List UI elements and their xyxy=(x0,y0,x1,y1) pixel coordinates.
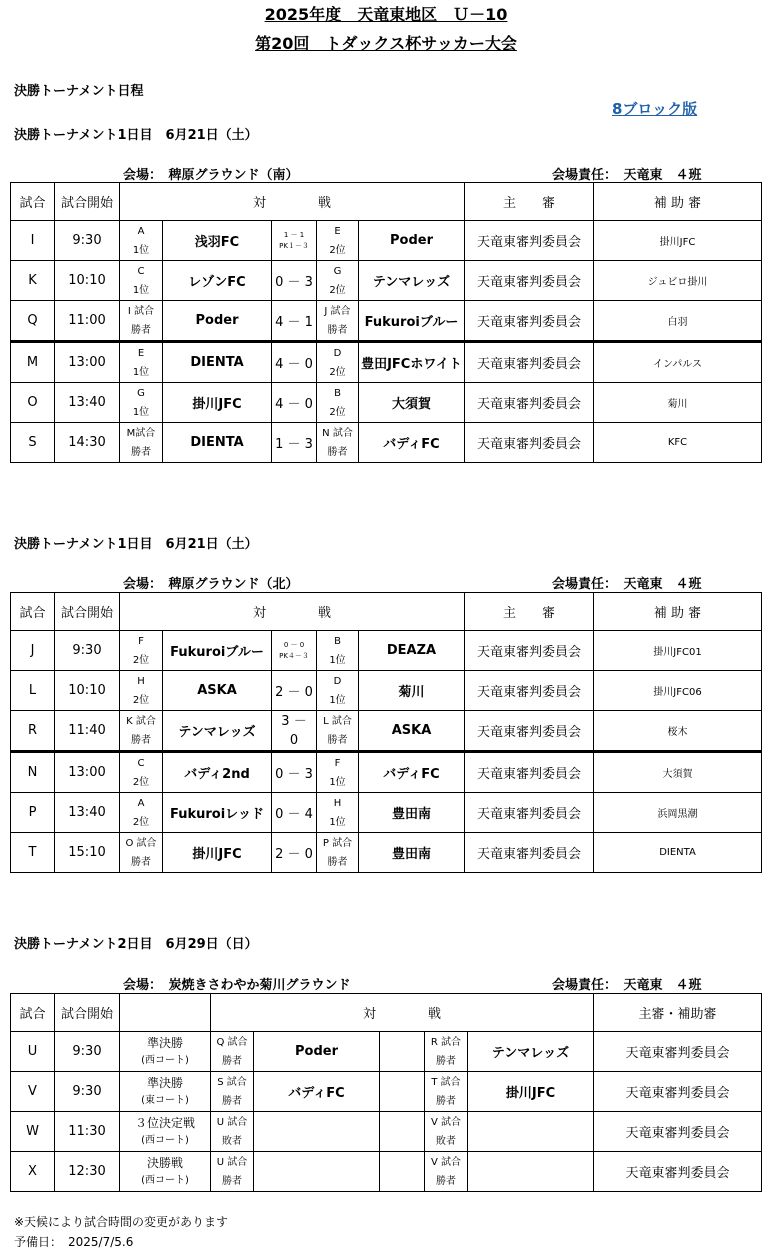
home-seed xyxy=(211,1072,254,1112)
day1-south-venue: 会場： 稗原グラウンド（南） xyxy=(123,168,299,183)
away-seed xyxy=(317,711,359,752)
header-start: 試合開始 xyxy=(55,994,120,1032)
away-team: バディFC xyxy=(359,752,465,793)
away-seed-line2: 1位 xyxy=(329,816,346,828)
referee: 天竜東審判委員会 xyxy=(465,261,594,301)
home-team: ASKA xyxy=(163,671,272,711)
away-team: 豊田南 xyxy=(359,833,465,873)
stage-name: ３位決定戦 xyxy=(134,1115,195,1130)
referee: 天竜東審判委員会 xyxy=(465,833,594,873)
home-seed-line1: G xyxy=(137,387,145,399)
home-seed xyxy=(211,1112,254,1152)
away-team: テンマレッズ xyxy=(359,261,465,301)
stage xyxy=(120,1032,211,1072)
match-id: U xyxy=(11,1032,55,1072)
assistant-referee: 菊川 xyxy=(594,383,762,423)
day1-south-heading: 決勝トーナメント1日目 6月21日（土） xyxy=(14,128,258,143)
home-seed-line1: K 試合 xyxy=(126,715,156,727)
away-seed-line1: D xyxy=(333,675,342,687)
away-seed-line1: E xyxy=(334,225,341,237)
home-seed xyxy=(120,342,163,383)
home-team: Fukuroiブルー xyxy=(163,631,272,671)
match-id: N xyxy=(11,752,55,793)
start-time: 9:30 xyxy=(55,1032,120,1072)
score xyxy=(272,631,317,671)
start-time: 15:10 xyxy=(55,833,120,873)
home-seed-line1: E xyxy=(137,347,145,359)
table-row xyxy=(11,221,762,261)
home-seed-line1: A xyxy=(137,225,145,237)
stage xyxy=(120,1152,211,1192)
score-main: 1 － 1 xyxy=(283,230,305,239)
away-seed xyxy=(425,1072,468,1112)
away-seed-line1: G xyxy=(333,265,342,277)
home-seed xyxy=(120,711,163,752)
score: 4 － 0 xyxy=(272,383,317,423)
start-time: 13:40 xyxy=(55,793,120,833)
stage-name: 準決勝 xyxy=(146,1035,183,1050)
away-seed-line2: 1位 xyxy=(329,654,346,666)
away-seed-line1: D xyxy=(333,347,342,359)
away-seed-line2: 勝者 xyxy=(436,1055,456,1067)
score xyxy=(380,1112,425,1152)
match-id: X xyxy=(11,1152,55,1192)
home-team: Fukuroiレッド xyxy=(163,793,272,833)
assistant-referee: インパルス xyxy=(594,342,762,383)
day2-table xyxy=(10,993,762,1192)
away-seed-line2: 2位 xyxy=(329,366,346,378)
home-seed-line1: F xyxy=(138,635,144,647)
match-id: O xyxy=(11,383,55,423)
away-seed xyxy=(317,342,359,383)
home-team: 掛川JFC xyxy=(163,383,272,423)
start-time: 10:10 xyxy=(55,671,120,711)
header-versus: 対 戦 xyxy=(211,994,594,1032)
header-referee: 主 審 xyxy=(465,593,594,631)
away-team: DEAZA xyxy=(359,631,465,671)
referee: 天竜東審判委員会 xyxy=(465,671,594,711)
score: 1 － 3 xyxy=(272,423,317,463)
away-seed xyxy=(317,752,359,793)
home-seed xyxy=(120,671,163,711)
table-row xyxy=(11,1032,762,1072)
away-seed-line1: B xyxy=(334,387,341,399)
home-seed-line2: 勝者 xyxy=(222,1095,242,1107)
score xyxy=(272,711,317,752)
home-seed-line2: 勝者 xyxy=(131,734,151,746)
referee: 天竜東審判委員会 xyxy=(465,752,594,793)
stage xyxy=(120,1112,211,1152)
away-seed-line1: L 試合 xyxy=(323,715,352,727)
table-row xyxy=(11,1112,762,1152)
away-seed xyxy=(317,671,359,711)
header-match: 試合 xyxy=(11,994,55,1032)
header-start: 試合開始 xyxy=(55,183,120,221)
home-seed xyxy=(120,423,163,463)
start-time: 13:00 xyxy=(55,752,120,793)
referee: 天竜東審判委員会 xyxy=(465,711,594,752)
match-id: J xyxy=(11,631,55,671)
away-seed-line2: 勝者 xyxy=(436,1095,456,1107)
header-assistant: 補 助 審 xyxy=(594,593,762,631)
home-seed xyxy=(120,793,163,833)
day2-venue: 会場： 炭焼きさわやか菊川グラウンド xyxy=(123,978,351,993)
home-seed-line1: S 試合 xyxy=(217,1076,247,1088)
referee: 天竜東審判委員会 xyxy=(465,793,594,833)
day1-north-table xyxy=(10,592,762,873)
match-id: V xyxy=(11,1072,55,1112)
assistant-referee: 掛川JFC06 xyxy=(594,671,762,711)
away-team: ASKA xyxy=(359,711,465,752)
away-team: 豊田南 xyxy=(359,793,465,833)
away-seed xyxy=(317,383,359,423)
title-line-2: 第20回 トダックス杯サッカー大会 xyxy=(255,34,517,53)
home-seed-line2: 勝者 xyxy=(131,856,151,868)
home-seed-line2: 勝者 xyxy=(131,446,151,458)
assistant-referee: ジュビロ掛川 xyxy=(594,261,762,301)
score xyxy=(272,221,317,261)
home-seed-line1: U 試合 xyxy=(216,1156,248,1168)
home-team: 浅羽FC xyxy=(163,221,272,261)
away-seed-line2: 1位 xyxy=(329,694,346,706)
away-seed-line2: 勝者 xyxy=(327,734,348,746)
home-seed-line2: 2位 xyxy=(132,816,150,828)
score: 4 － 1 xyxy=(272,301,317,342)
away-seed-line1: R 試合 xyxy=(430,1036,462,1048)
home-seed-line1: H xyxy=(137,675,145,687)
score: 0 － 4 xyxy=(272,793,317,833)
match-id: T xyxy=(11,833,55,873)
home-seed xyxy=(120,383,163,423)
table-row xyxy=(11,793,762,833)
home-team: バディFC xyxy=(254,1072,380,1112)
start-time: 9:30 xyxy=(55,221,120,261)
table-row xyxy=(11,631,762,671)
referee: 天竜東審判委員会 xyxy=(465,631,594,671)
home-seed-line2: 2位 xyxy=(132,776,150,788)
away-seed xyxy=(317,423,359,463)
home-seed xyxy=(120,261,163,301)
table-row xyxy=(11,301,762,342)
court: (西コート) xyxy=(141,1134,189,1146)
match-id: K xyxy=(11,261,55,301)
away-seed-line1: T 試合 xyxy=(431,1076,461,1088)
home-seed-line2: 2位 xyxy=(132,694,150,706)
away-team: 掛川JFC xyxy=(468,1072,594,1112)
reserve-date: 予備日： 2025/7/5.6 xyxy=(14,1235,134,1249)
match-id: S xyxy=(11,423,55,463)
away-team xyxy=(468,1152,594,1192)
away-seed xyxy=(317,833,359,873)
table-row xyxy=(11,261,762,301)
table-row xyxy=(11,1152,762,1192)
score xyxy=(380,1072,425,1112)
header-versus: 対 戦 xyxy=(120,183,465,221)
home-team xyxy=(254,1152,380,1192)
match-id: L xyxy=(11,671,55,711)
away-seed-line2: 2位 xyxy=(329,284,346,296)
home-seed-line1: M試合 xyxy=(126,427,156,439)
score-cont: 0 xyxy=(289,732,299,748)
home-team: Poder xyxy=(163,301,272,342)
day1-north-venue: 会場： 稗原グラウンド（北） xyxy=(123,577,299,592)
away-seed-line1: V 試合 xyxy=(430,1156,462,1168)
away-seed-line2: 2位 xyxy=(329,244,346,256)
home-team xyxy=(254,1112,380,1152)
day1-south-table xyxy=(10,182,762,463)
home-seed xyxy=(211,1152,254,1192)
day2-heading: 決勝トーナメント2日目 6月29日（日） xyxy=(14,937,258,952)
away-seed-line1: H xyxy=(333,797,342,809)
away-team: Poder xyxy=(359,221,465,261)
away-team: バディFC xyxy=(359,423,465,463)
assistant-referee: 浜岡黒潮 xyxy=(594,793,762,833)
home-seed xyxy=(120,833,163,873)
score: 0 － 3 xyxy=(272,752,317,793)
home-seed-line2: 勝者 xyxy=(131,324,151,336)
away-seed xyxy=(425,1152,468,1192)
table-row xyxy=(11,423,762,463)
score: 2 － 0 xyxy=(272,833,317,873)
header-versus: 対 戦 xyxy=(120,593,465,631)
assistant-referee: 桜木 xyxy=(594,711,762,752)
match-id: W xyxy=(11,1112,55,1152)
table-row xyxy=(11,833,762,873)
header-stage xyxy=(120,994,211,1032)
block-version-link[interactable]: 8ブロック版 xyxy=(612,100,698,118)
away-seed xyxy=(425,1112,468,1152)
home-team: DIENTA xyxy=(163,423,272,463)
table-row xyxy=(11,383,762,423)
away-seed xyxy=(317,261,359,301)
score xyxy=(380,1032,425,1072)
away-seed-line1: N 試合 xyxy=(322,427,353,439)
score-penalty: PK４－３ xyxy=(279,651,309,660)
home-seed-line2: 勝者 xyxy=(222,1055,242,1067)
score: 0 － 3 xyxy=(272,261,317,301)
away-seed-line2: 勝者 xyxy=(327,324,348,336)
day1-north-responsible: 会場責任： 天竜東 ４班 xyxy=(552,577,702,592)
away-seed-line2: 勝者 xyxy=(327,446,348,458)
home-seed-line2: 勝者 xyxy=(222,1175,242,1187)
day2-responsible: 会場責任： 天竜東 ４班 xyxy=(552,978,702,993)
score: 2 － 0 xyxy=(272,671,317,711)
away-seed xyxy=(317,631,359,671)
away-team: 豊田JFCホワイト xyxy=(359,342,465,383)
assistant-referee: KFC xyxy=(594,423,762,463)
away-team: Fukuroiブルー xyxy=(359,301,465,342)
away-seed-line1: B xyxy=(334,635,341,647)
home-seed xyxy=(120,221,163,261)
away-seed-line2: 2位 xyxy=(329,406,346,418)
score-penalty: PK１－３ xyxy=(279,241,309,250)
match-id: M xyxy=(11,342,55,383)
referee: 天竜東審判委員会 xyxy=(465,221,594,261)
header-assistant: 補 助 審 xyxy=(594,183,762,221)
assistant-referee: 掛川JFC xyxy=(594,221,762,261)
table-row xyxy=(11,671,762,711)
header-match: 試合 xyxy=(11,183,55,221)
home-seed-line2: 2位 xyxy=(132,654,150,666)
home-seed-line1: I 試合 xyxy=(127,305,155,317)
home-seed-line2: 1位 xyxy=(132,406,150,418)
away-seed-line1: F xyxy=(334,757,341,769)
home-seed xyxy=(120,752,163,793)
referee: 天竜東審判委員会 xyxy=(594,1152,762,1192)
weather-note: ※天候により試合時間の変更があります xyxy=(14,1215,229,1229)
home-team: バディ2nd xyxy=(163,752,272,793)
table-row xyxy=(11,342,762,383)
assistant-referee: 大須賀 xyxy=(594,752,762,793)
away-seed xyxy=(425,1032,468,1072)
home-seed xyxy=(120,301,163,342)
court: (西コート) xyxy=(141,1174,189,1186)
assistant-referee: 掛川JFC01 xyxy=(594,631,762,671)
start-time: 11:40 xyxy=(55,711,120,752)
away-team: 菊川 xyxy=(359,671,465,711)
score xyxy=(380,1152,425,1192)
away-team xyxy=(468,1112,594,1152)
stage-name: 決勝戦 xyxy=(146,1155,183,1170)
away-seed-line2: 敗者 xyxy=(436,1135,456,1147)
home-seed-line1: C xyxy=(137,265,145,277)
home-seed xyxy=(211,1032,254,1072)
away-seed xyxy=(317,221,359,261)
match-id: R xyxy=(11,711,55,752)
home-seed-line1: U 試合 xyxy=(216,1116,248,1128)
start-time: 12:30 xyxy=(55,1152,120,1192)
header-referee: 主 審 xyxy=(465,183,594,221)
home-team: 掛川JFC xyxy=(163,833,272,873)
start-time: 11:30 xyxy=(55,1112,120,1152)
assistant-referee: DIENTA xyxy=(594,833,762,873)
start-time: 13:00 xyxy=(55,342,120,383)
home-seed-line1: Q 試合 xyxy=(216,1036,248,1048)
away-seed xyxy=(317,301,359,342)
home-seed xyxy=(120,631,163,671)
away-seed-line1: V 試合 xyxy=(430,1116,462,1128)
score-main: 0 － 0 xyxy=(283,640,305,649)
referee: 天竜東審判委員会 xyxy=(465,342,594,383)
court: (東コート) xyxy=(141,1094,189,1106)
home-team: Poder xyxy=(254,1032,380,1072)
stage xyxy=(120,1072,211,1112)
start-time: 11:00 xyxy=(55,301,120,342)
home-team: DIENTA xyxy=(163,342,272,383)
header-referee-assistant: 主審・補助審 xyxy=(594,994,762,1032)
match-id: Q xyxy=(11,301,55,342)
home-seed-line2: 1位 xyxy=(132,244,150,256)
away-team: 大須賀 xyxy=(359,383,465,423)
header-start: 試合開始 xyxy=(55,593,120,631)
score-main: 3 － xyxy=(281,713,307,729)
day1-south-responsible: 会場責任： 天竜東 ４班 xyxy=(552,168,702,183)
start-time: 9:30 xyxy=(55,1072,120,1112)
home-team: レゾンFC xyxy=(163,261,272,301)
home-seed-line2: 1位 xyxy=(132,366,150,378)
score: 4 － 0 xyxy=(272,342,317,383)
stage-name: 準決勝 xyxy=(146,1075,183,1090)
away-seed xyxy=(317,793,359,833)
day1-north-heading: 決勝トーナメント1日目 6月21日（土） xyxy=(14,537,258,552)
table-row xyxy=(11,752,762,793)
assistant-referee: 白羽 xyxy=(594,301,762,342)
header-match: 試合 xyxy=(11,593,55,631)
match-id: I xyxy=(11,221,55,261)
schedule-heading: 決勝トーナメント日程 xyxy=(14,84,144,99)
title-line-1: 2025年度 天竜東地区 Ｕ－10 xyxy=(264,5,508,24)
away-seed-line1: J 試合 xyxy=(324,305,351,317)
home-seed-line1: C xyxy=(137,757,145,769)
referee: 天竜東審判委員会 xyxy=(465,423,594,463)
table-row xyxy=(11,711,762,752)
start-time: 10:10 xyxy=(55,261,120,301)
court: (西コート) xyxy=(141,1054,189,1066)
away-seed-line2: 勝者 xyxy=(327,856,348,868)
referee: 天竜東審判委員会 xyxy=(465,301,594,342)
away-seed-line1: P 試合 xyxy=(322,837,353,849)
home-seed-line1: O 試合 xyxy=(125,837,157,849)
home-team: テンマレッズ xyxy=(163,711,272,752)
referee: 天竜東審判委員会 xyxy=(465,383,594,423)
away-seed-line2: 1位 xyxy=(329,776,346,788)
away-seed-line2: 勝者 xyxy=(436,1175,456,1187)
start-time: 9:30 xyxy=(55,631,120,671)
start-time: 13:40 xyxy=(55,383,120,423)
home-seed-line1: A xyxy=(137,797,145,809)
table-row xyxy=(11,1072,762,1112)
referee: 天竜東審判委員会 xyxy=(594,1072,762,1112)
home-seed-line2: 敗者 xyxy=(222,1135,242,1147)
referee: 天竜東審判委員会 xyxy=(594,1112,762,1152)
match-id: P xyxy=(11,793,55,833)
away-team: テンマレッズ xyxy=(468,1032,594,1072)
start-time: 14:30 xyxy=(55,423,120,463)
referee: 天竜東審判委員会 xyxy=(594,1032,762,1072)
home-seed-line2: 1位 xyxy=(132,284,150,296)
